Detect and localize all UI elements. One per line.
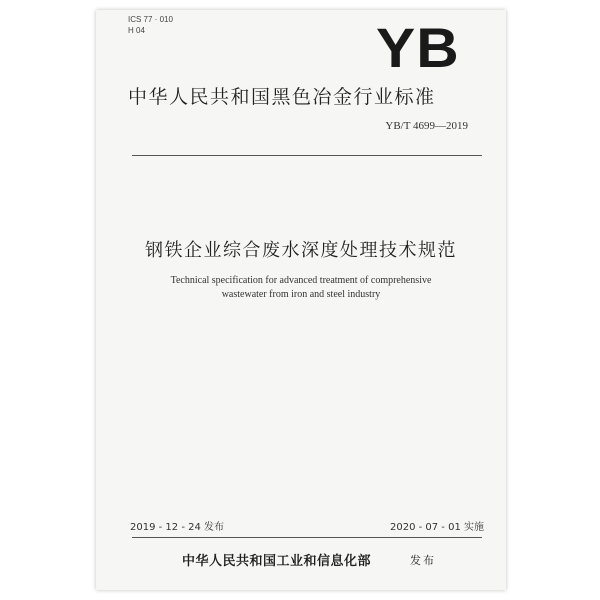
- publish-label: 发布: [410, 554, 436, 567]
- standard-cover: [96, 10, 506, 590]
- top-divider: [132, 155, 482, 156]
- ccs-code: H 04: [128, 26, 145, 35]
- classification-codes: [128, 14, 173, 36]
- standard-number: YB/T 4699—2019: [385, 120, 468, 132]
- ics-code: ICS 77 · 010: [128, 15, 173, 24]
- english-title-line-1: Technical specification for advanced treatment of comprehensive: [170, 275, 432, 286]
- yb-logo: YB: [376, 16, 460, 79]
- issue-date: 2019 - 12 - 24 发布: [130, 522, 225, 533]
- document-title-chinese: 钢铁企业综合废水深度处理技术规范: [145, 240, 457, 261]
- bottom-divider: [132, 537, 482, 538]
- industry-standard-title: 中华人民共和国黑色冶金行业标准: [128, 86, 436, 108]
- publisher-name: 中华人民共和国工业和信息化部: [182, 554, 372, 569]
- english-title-line-2: wastewater from iron and steel industry: [221, 289, 381, 300]
- document-title-english: [96, 274, 506, 302]
- implementation-date: 2020 - 07 - 01 实施: [389, 522, 484, 533]
